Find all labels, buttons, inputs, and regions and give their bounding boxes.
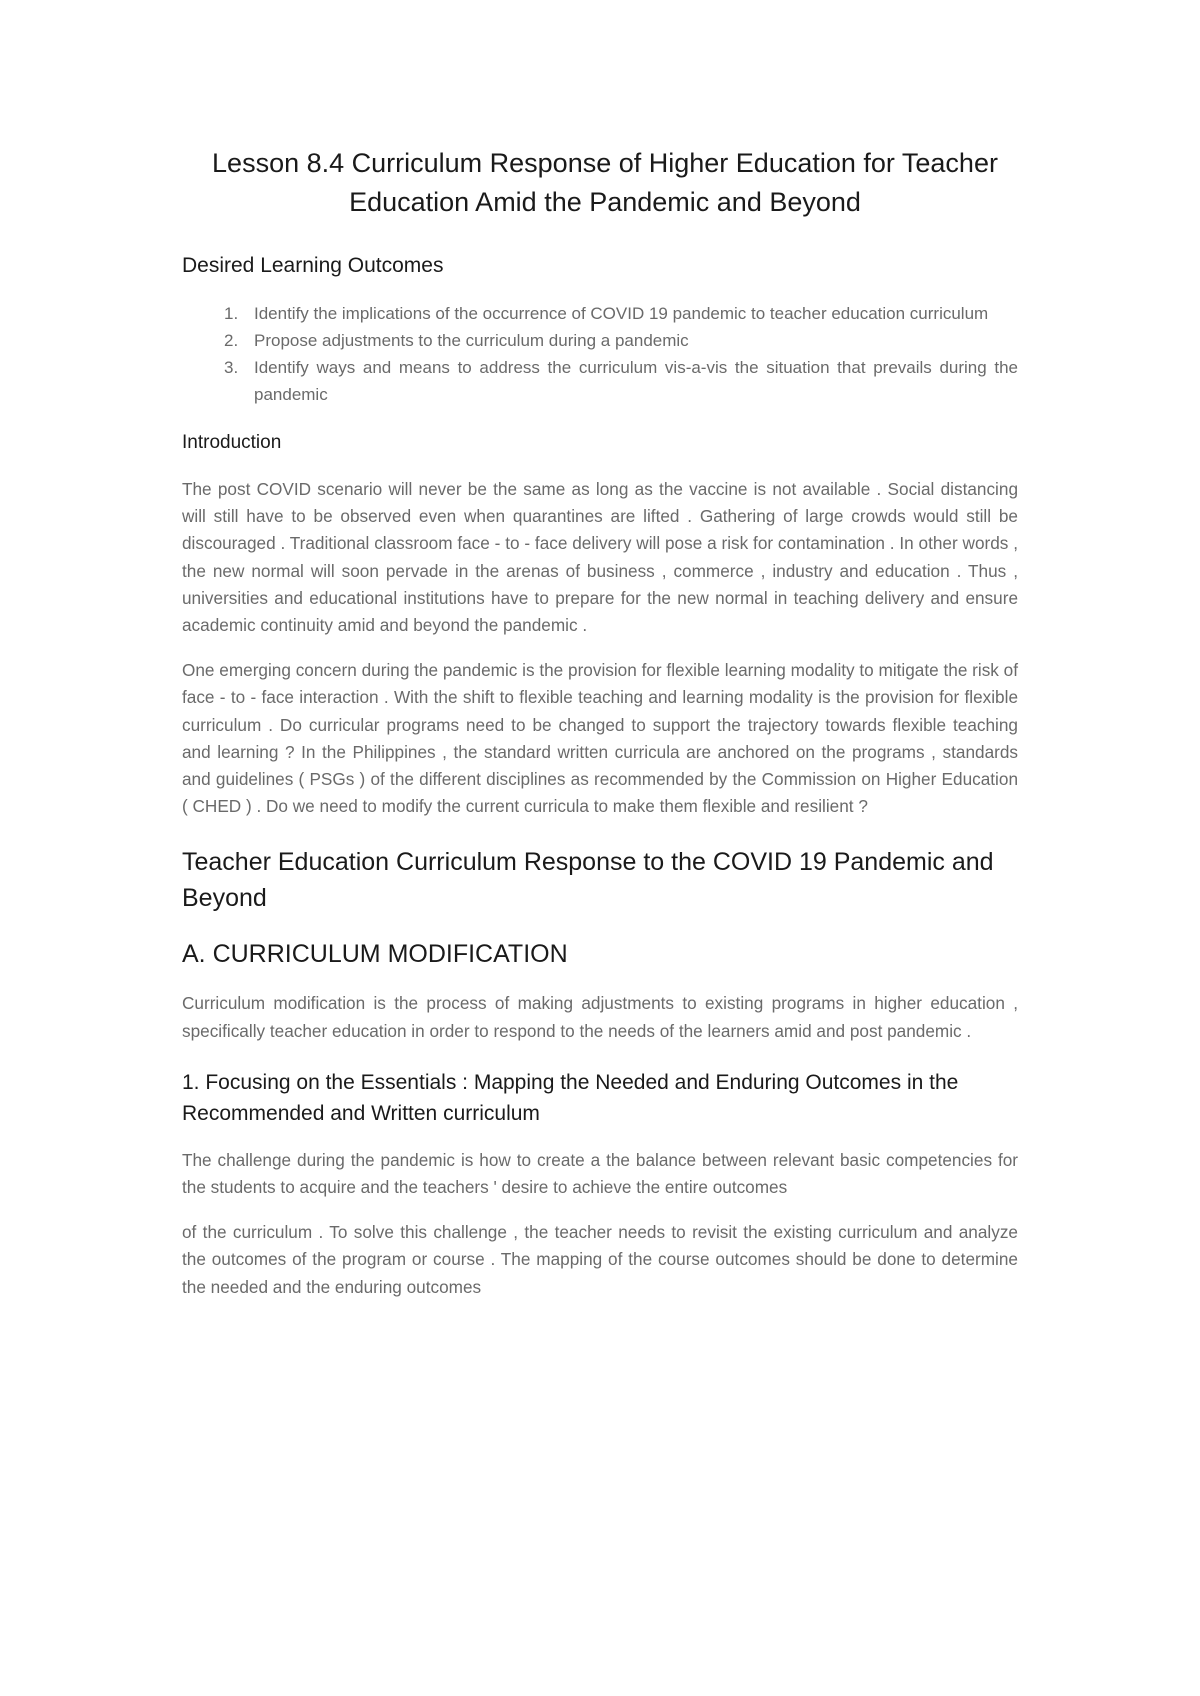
list-item bbox=[224, 327, 1018, 354]
focus-paragraph-1: The challenge during the pandemic is how to create a the balance between relevant basic competencies for the students to acquire and the teachers ' desire to achieve the entire outcomes bbox=[182, 1149, 1018, 1198]
list-item-number: 2. bbox=[224, 331, 239, 350]
introduction-heading: Introduction bbox=[182, 432, 282, 453]
section-heading: Teacher Education Curriculum Response to the COVID 19 Pandemic and Beyond bbox=[182, 848, 994, 913]
list-item-text: Identify ways and means to address the curriculum vis-a-vis the situation that prevails during the pandemic bbox=[254, 358, 1018, 404]
modification-paragraph: Curriculum modification is the process of making adjustments to existing programs in higher education , specifically teacher education in order to respond to the needs of the learners amid and post pandemic . bbox=[182, 993, 1018, 1041]
list-item-text: Identify the implications of the occurrence of COVID 19 pandemic to teacher education curriculum bbox=[254, 304, 989, 323]
outcomes-heading: Desired Learning Outcomes bbox=[182, 254, 444, 277]
focus-heading: 1. Focusing on the Essentials : Mapping the Needed and Enduring Outcomes in the Recommended and Written curriculum bbox=[182, 1070, 959, 1125]
introduction-paragraph-2: One emerging concern during the pandemic is the provision for flexible learning modality to mitigate the risk of face - to - face interaction . With the shift to flexible teaching and learning modality is the provision for flexible curriculum . Do curricular programs need to be changed to support the trajectory towards flexible teaching and learning ? In the Philippines , the standard written curricula are anchored on the programs , standards and guidelines ( PSGs ) of the different disciplines as recommended by the Commission on Higher Education ( CHED ) . Do we need to modify the current curricula to make them flexible and resilient ? bbox=[182, 660, 1018, 817]
list-item bbox=[224, 354, 1018, 408]
page-title: Lesson 8.4 Curriculum Response of Higher Education for Teacher Education Amid the Pandemic and Beyond bbox=[212, 148, 998, 217]
list-item-number: 3. bbox=[224, 358, 239, 377]
list-item-text: Propose adjustments to the curriculum during a pandemic bbox=[254, 331, 689, 350]
introduction-paragraph-1: The post COVID scenario will never be the same as long as the vaccine is not available . Social distancing will still have to be observed even when quarantines are lifted . Gathering of large crowds would still be discouraged . Traditional classroom face - to - face delivery will pose a risk for contamination . In other words , the new normal will soon pervade in the arenas of business , commerce , industry and education . Thus , universities and educational institutions have to prepare for the new normal in teaching delivery and ensure academic continuity amid and beyond the pandemic . bbox=[182, 479, 1018, 636]
list-item-number: 1. bbox=[224, 304, 239, 323]
modification-heading: A. CURRICULUM MODIFICATION bbox=[182, 940, 568, 969]
outcomes-list bbox=[182, 300, 1018, 408]
list-item bbox=[224, 300, 1018, 327]
focus-paragraph-2: of the curriculum . To solve this challenge , the teacher needs to revisit the existing curriculum and analyze the outcomes of the program or course . The mapping of the course outcomes should be done to determine the needed and the enduring outcomes bbox=[182, 1222, 1018, 1297]
